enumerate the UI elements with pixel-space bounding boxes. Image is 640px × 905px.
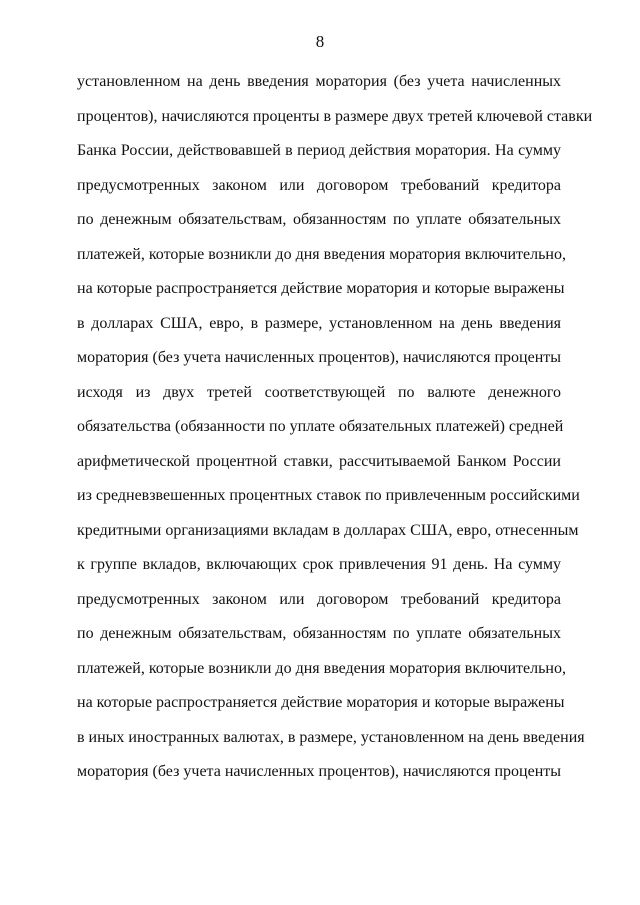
- page-number: 8: [315, 32, 325, 51]
- text-line: арифметической процентной ставки, рассчитываемой Банком России: [77, 452, 561, 470]
- body-paragraph: [77, 70, 593, 795]
- text-line: в долларах США, евро, в размере, установленном на день введения: [77, 314, 561, 332]
- text-line: платежей, которые возникли до дня введения моратория включительно,: [77, 659, 566, 677]
- text-line: из средневзвешенных процентных ставок по привлеченным российскими: [77, 487, 580, 504]
- text-line: на которые распространяется действие моратория и которые выражены: [77, 694, 565, 711]
- text-line: к группе вкладов, включающих срок привлечения 91 день. На сумму: [77, 556, 561, 573]
- text-line: исходя из двух третей соответствующей по валюте денежного: [77, 383, 561, 401]
- text-line: платежей, которые возникли до дня введения моратория включительно,: [77, 245, 566, 263]
- text-line: по денежным обязательствам, обязанностям по уплате обязательных: [77, 211, 561, 228]
- text-line: Банка России, действовавшей в период действия моратория. На сумму: [77, 142, 561, 159]
- text-line: в иных иностранных валютах, в размере, установленном на день введения: [77, 728, 585, 746]
- text-line: процентов), начисляются проценты в размере двух третей ключевой ставки: [77, 107, 593, 125]
- text-line: предусмотренных законом или договором требований кредитора: [77, 176, 561, 194]
- text-line: обязательства (обязанности по уплате обязательных платежей) средней: [77, 418, 564, 435]
- text-line: кредитными организациями вкладам в долларах США, евро, отнесенным: [77, 521, 579, 539]
- text-line: предусмотренных законом или договором требований кредитора: [77, 590, 561, 608]
- text-line: установленном на день введения моратория (без учета начисленных: [77, 73, 561, 90]
- text-line: моратория (без учета начисленных процентов), начисляются проценты: [77, 763, 561, 780]
- text-line: по денежным обязательствам, обязанностям по уплате обязательных: [77, 625, 561, 642]
- text-line: на которые распространяется действие моратория и которые выражены: [77, 280, 565, 297]
- text-line: моратория (без учета начисленных процентов), начисляются проценты: [77, 349, 561, 366]
